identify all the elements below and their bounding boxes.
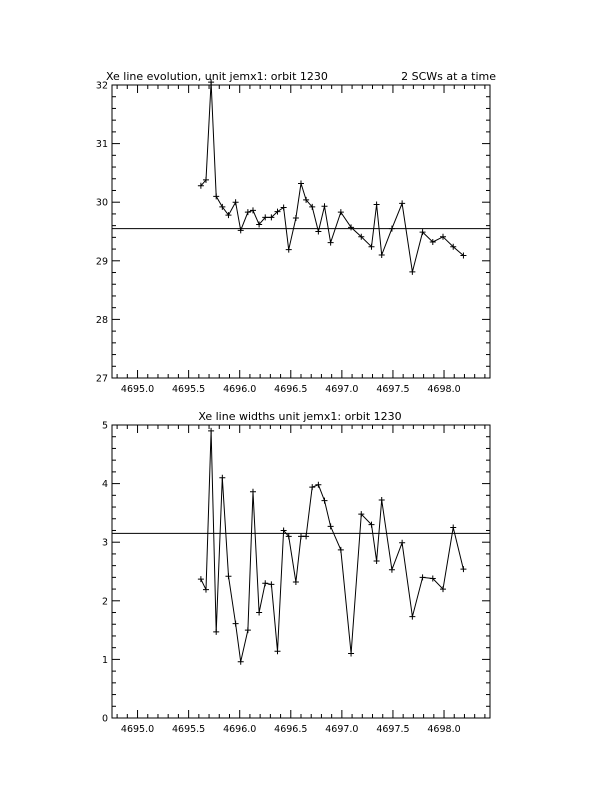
data-point (225, 573, 231, 579)
data-point (389, 567, 395, 573)
data-point (328, 240, 334, 246)
plot-area (102, 421, 490, 736)
data-point (250, 207, 256, 213)
data-point (219, 475, 225, 481)
data-point (374, 558, 380, 564)
data-point (298, 180, 304, 186)
data-point (256, 610, 262, 616)
x-tick-label: 4696.5 (274, 724, 308, 735)
y-tick-label: 32 (95, 80, 108, 92)
x-tick-label: 4695.5 (171, 724, 206, 735)
chart-subtitle: 2 SCWs at a time (401, 70, 496, 83)
y-tick-label: 3 (101, 537, 108, 549)
y-tick-label: 2 (101, 596, 108, 608)
data-point (198, 576, 204, 582)
y-tick-label: 29 (95, 256, 108, 268)
x-tick-label: 4697.0 (325, 724, 359, 735)
data-point (450, 525, 456, 531)
data-point (203, 587, 209, 593)
y-tick-label: 4 (101, 479, 108, 491)
data-point (460, 566, 466, 572)
chart-title: Xe line evolution, unit jemx1: orbit 1230 (106, 70, 328, 83)
data-point (233, 621, 239, 627)
x-tick-label: 4697.5 (376, 384, 410, 395)
x-tick-label: 4697.0 (325, 384, 359, 395)
data-point (213, 629, 219, 635)
x-tick-label: 4696.0 (223, 384, 257, 395)
y-tick-label: 30 (95, 197, 108, 209)
data-point (389, 226, 395, 232)
plot-frame (112, 85, 490, 378)
x-tick-label: 4696.5 (274, 384, 308, 395)
x-tick-label: 4698.0 (427, 384, 461, 395)
panel-top (96, 70, 496, 395)
y-tick-label: 31 (95, 139, 108, 151)
data-point (281, 204, 287, 210)
y-tick-label: 1 (101, 654, 108, 666)
data-point (298, 533, 304, 539)
x-tick-label: 4695.5 (171, 384, 206, 395)
x-tick-label: 4696.0 (223, 724, 257, 735)
data-point (321, 498, 327, 504)
data-point (262, 580, 268, 586)
data-point (233, 199, 239, 205)
data-point (409, 269, 415, 275)
data-point (245, 209, 251, 215)
data-point (315, 229, 321, 235)
y-tick-label: 0 (101, 713, 108, 725)
data-point (379, 252, 385, 258)
data-point (420, 574, 426, 580)
x-tick-label: 4698.0 (427, 724, 461, 735)
x-tick-label: 4695.0 (120, 384, 155, 395)
data-point (250, 489, 256, 495)
data-point (374, 202, 380, 208)
plot-frame (112, 425, 490, 718)
data-point (309, 484, 315, 490)
data-point (338, 547, 344, 553)
data-point (328, 523, 334, 529)
data-point (321, 203, 327, 209)
data-point (293, 215, 299, 221)
data-point (303, 533, 309, 539)
data-point (338, 209, 344, 215)
series-line (201, 431, 464, 662)
data-point (379, 497, 385, 503)
data-point (399, 200, 405, 206)
data-point (409, 614, 415, 620)
chart-title: Xe line widths unit jemx1: orbit 1230 (198, 410, 402, 423)
data-point (293, 579, 299, 585)
data-point (268, 581, 274, 587)
data-point (286, 247, 292, 253)
data-point (245, 627, 251, 633)
y-tick-label: 27 (95, 373, 108, 385)
plot-area (96, 79, 490, 395)
y-tick-label: 5 (101, 420, 108, 432)
panel-bottom (102, 410, 490, 735)
data-point (399, 540, 405, 546)
x-tick-label: 4697.5 (376, 724, 410, 735)
y-tick-label: 28 (95, 314, 108, 326)
series-line (201, 82, 464, 272)
data-point (348, 651, 354, 657)
data-point (238, 659, 244, 665)
x-tick-label: 4695.0 (120, 724, 155, 735)
data-point (275, 648, 281, 654)
data-point (315, 482, 321, 488)
data-point (213, 193, 219, 199)
